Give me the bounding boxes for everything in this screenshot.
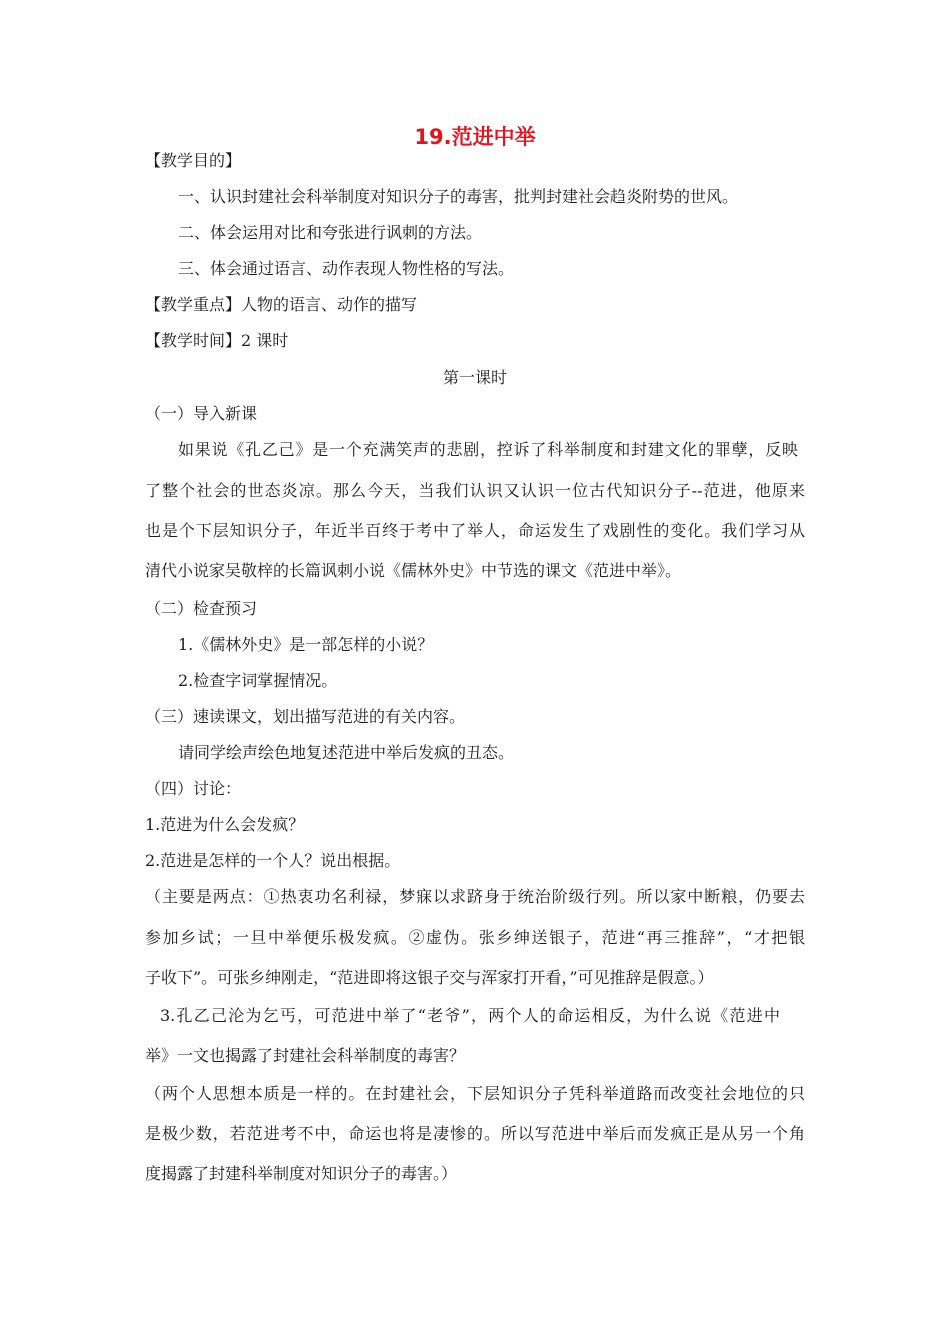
list-item: 2.检查字词掌握情况。 (178, 671, 338, 690)
section-heading: （三）速读课文，划出描写范进的有关内容。 (145, 707, 466, 726)
question: 3.孔乙己沦为乞丐，可范进中举了“老爷”，两个人的命运相反，为什么说《范进中 (160, 1006, 780, 1025)
objectives-heading: 【教学目的】 (145, 151, 242, 170)
answer-line: 参加乡试；一旦中举便乐极发疯。②虚伪。张乡绅送银子，范进“再三推辞”，“才把银 (145, 928, 805, 947)
paragraph-line: 清代小说家吴敬梓的长篇讽刺小说《儒林外史》中节选的课文《范进中举》。 (145, 561, 682, 580)
answer-line: 度揭露了封建科举制度对知识分子的毒害。） (145, 1164, 458, 1183)
question: 1.范进为什么会发疯？ (145, 815, 305, 834)
paragraph-line: 请同学绘声绘色地复述范进中举后发疯的丑态。 (178, 743, 515, 762)
teaching-focus: 【教学重点】人物的语言、动作的描写 (145, 295, 418, 314)
lesson-heading: 第一课时 (442, 368, 507, 387)
objective-item: 二、体会运用对比和夸张进行讽刺的方法。 (178, 223, 483, 242)
answer-line: 是极少数，若范进考不中，命运也将是凄惨的。所以写范进中举后而发疯正是从另一个角 (145, 1124, 805, 1143)
section-heading: （二）检查预习 (145, 599, 258, 618)
paragraph-line: 也是个下层知识分子，年近半百终于考中了举人，命运发生了戏剧性的变化。我们学习从 (145, 521, 805, 540)
paragraph-line: 如果说《孔乙己》是一个充满笑声的悲剧，控诉了科举制度和封建文化的罪孽，反映 (178, 440, 798, 459)
question: 举》一文也揭露了封建社会科举制度的毒害？ (145, 1046, 466, 1065)
answer-line: （两个人思想本质是一样的。在封建社会，下层知识分子凭科举道路而改变社会地位的只 (145, 1084, 805, 1103)
section-heading: （四）讨论： (145, 779, 242, 798)
page-title: 19.范进中举 (414, 125, 536, 149)
teaching-time: 【教学时间】2 课时 (145, 331, 289, 350)
section-heading: （一）导入新课 (145, 404, 258, 423)
question: 2.范进是怎样的一个人？说出根据。 (145, 851, 401, 870)
answer-line: 子收下”。可张乡绅刚走，“范进即将这银子交与浑家打开看，”可见推辞是假意。） (145, 968, 714, 987)
answer-line: （主要是两点：①热衷功名利禄，梦寐以求跻身于统治阶级行列。所以家中断粮，仍要去 (145, 887, 805, 906)
objective-item: 一、认识封建社会科举制度对知识分子的毒害，批判封建社会趋炎附势的世风。 (178, 187, 739, 206)
list-item: 1.《儒林外史》是一部怎样的小说？ (178, 635, 434, 654)
paragraph-line: 了整个社会的世态炎凉。那么今天，当我们认识又认识一位古代知识分子--范进，他原来 (145, 481, 805, 500)
objective-item: 三、体会通过语言、动作表现人物性格的写法。 (178, 259, 515, 278)
